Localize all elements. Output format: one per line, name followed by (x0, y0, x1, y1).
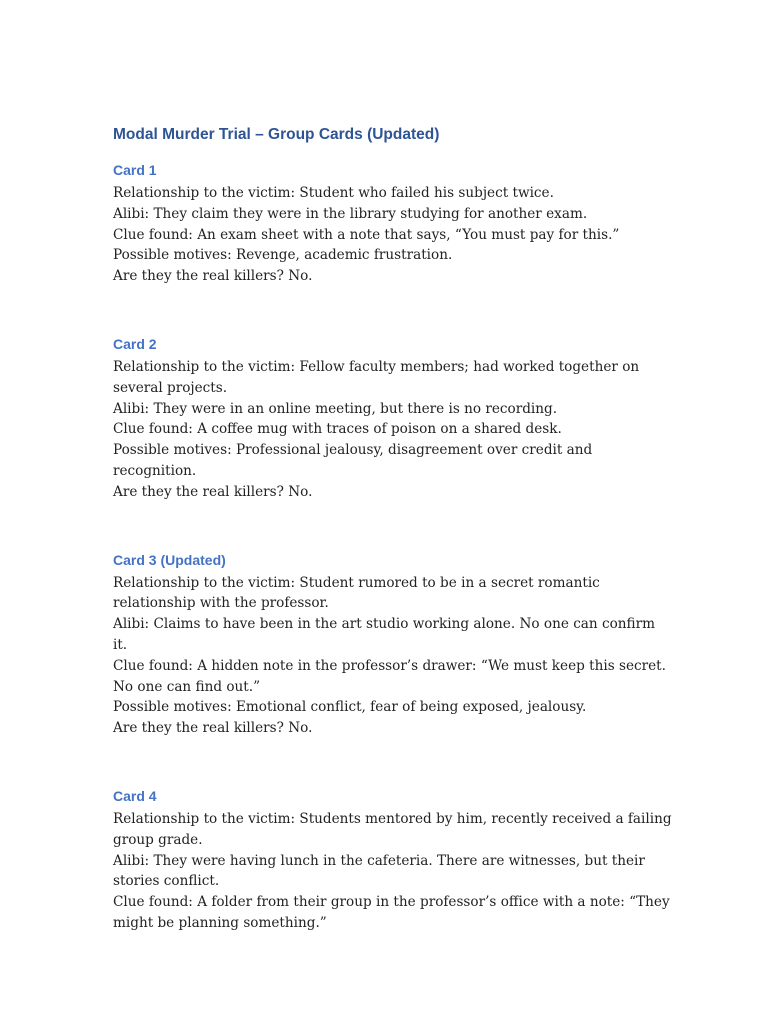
document-title: Modal Murder Trial – Group Cards (Updated) (113, 126, 440, 143)
card-verdict: Are they the real killers? No. (113, 268, 313, 285)
card-clue: Clue found: A hidden note in the professor’s drawer: “We must keep this secret. No one can find out.” (113, 657, 666, 695)
card-motives: Possible motives: Professional jealousy, disagreement over credit and recognition. (113, 442, 593, 479)
card-verdict: Are they the real killers? No. (113, 483, 313, 500)
card-heading: Card 3 (Updated) (113, 551, 226, 568)
card-relationship: Relationship to the victim: Student rumored to be in a secret romantic relationship with the professor. (113, 574, 600, 612)
card-relationship: Relationship to the victim: Students mentored by him, recently received a failing group grade. (113, 810, 672, 848)
card-2 (113, 335, 673, 503)
card-motives: Possible motives: Emotional conflict, fear of being exposed, jealousy. (113, 699, 587, 716)
card-verdict: Are they the real killers? No. (113, 720, 313, 737)
card-heading: Card 1 (113, 162, 157, 178)
card-relationship: Relationship to the victim: Student who failed his subject twice. (113, 185, 554, 201)
card-alibi: Alibi: They were having lunch in the cafeteria. There are witnesses, but their stories conflict. (113, 852, 645, 890)
card-motives: Possible motives: Revenge, academic frustration. (113, 247, 453, 264)
card-heading: Card 2 (113, 335, 157, 352)
card-alibi: Alibi: Claims to have been in the art studio working alone. No one can confirm it. (113, 616, 655, 653)
card-relationship: Relationship to the victim: Fellow faculty members; had worked together on several projects. (113, 358, 640, 396)
card-clue: Clue found: A coffee mug with traces of poison on a shared desk. (113, 421, 562, 438)
document-page (113, 124, 673, 934)
card-clue: Clue found: An exam sheet with a note that says, “You must pay for this.” (113, 226, 620, 243)
card-clue: Clue found: A folder from their group in the professor’s office with a note: “They might be planning something.” (113, 894, 670, 931)
card-alibi: Alibi: They claim they were in the library studying for another exam. (113, 205, 588, 222)
card-alibi: Alibi: They were in an online meeting, but there is no recording. (113, 400, 558, 417)
card-1 (113, 161, 673, 287)
card-4 (113, 787, 673, 934)
card-3 (113, 551, 673, 739)
card-heading: Card 4 (113, 787, 157, 804)
